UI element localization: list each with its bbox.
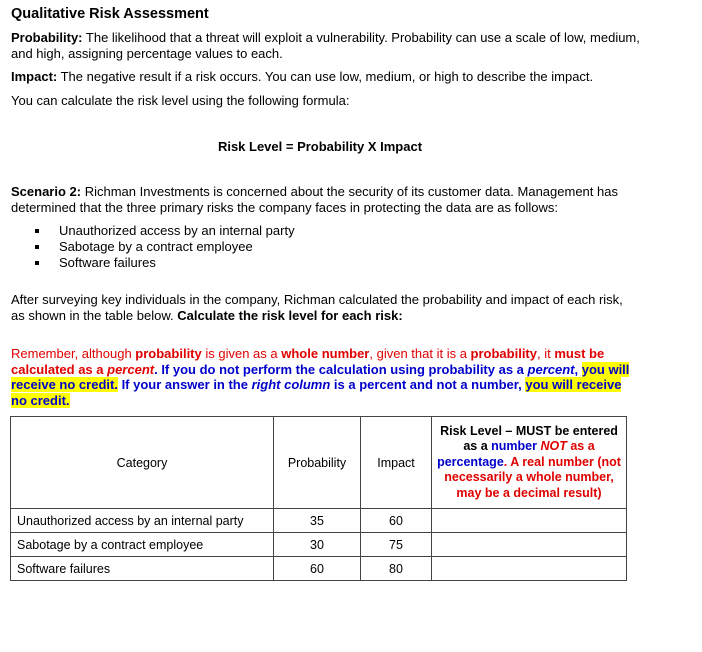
table-header-row xyxy=(11,417,627,509)
table-row xyxy=(11,557,627,581)
probability-cell: 35 xyxy=(274,509,361,533)
table-row xyxy=(11,533,627,557)
page-title: Qualitative Risk Assessment xyxy=(11,6,209,22)
probability-text: The likelihood that a threat will exploit a vulnerability. Probability can use a scale of low, medium, and high, assigning percentage values to each. xyxy=(11,30,640,61)
impact-text: The negative result if a risk occurs. You can use low, medium, or high to describe the impact. xyxy=(57,69,594,84)
list-item: Unauthorized access by an internal party xyxy=(32,223,295,239)
survey-paragraph xyxy=(11,292,626,324)
probability-cell: 60 xyxy=(274,557,361,581)
category-cell: Unauthorized access by an internal party xyxy=(11,509,274,533)
table-row xyxy=(11,509,627,533)
probability-header: Probability xyxy=(274,417,361,509)
category-cell: Software failures xyxy=(11,557,274,581)
survey-text: After surveying key individuals in the company, Richman calculated the probability and impact of each risk, as shown in the table below. xyxy=(11,292,623,323)
impact-definition xyxy=(11,69,651,85)
impact-cell: 80 xyxy=(361,557,432,581)
risk-list xyxy=(32,223,295,271)
impact-header: Impact xyxy=(361,417,432,509)
probability-label: Probability: xyxy=(11,30,83,45)
scenario-label: Scenario 2: xyxy=(11,184,82,199)
impact-cell: 75 xyxy=(361,533,432,557)
list-item: Software failures xyxy=(32,255,295,271)
risk-table xyxy=(10,416,627,581)
category-cell: Sabotage by a contract employee xyxy=(11,533,274,557)
risk-level-cell[interactable] xyxy=(432,533,627,557)
no-credit-highlight: you will receive no credit. xyxy=(11,361,630,392)
risk-level-cell[interactable] xyxy=(432,509,627,533)
risk-formula: Risk Level = Probability X Impact xyxy=(217,139,423,154)
no-credit-highlight: you will receive no credit. xyxy=(11,377,622,408)
impact-label: Impact: xyxy=(11,69,58,84)
scenario-text: Richman Investments is concerned about the security of its customer data. Management has determined that the three primary risks the company faces in protecting the data are as follows: xyxy=(11,184,618,215)
scenario-paragraph xyxy=(11,184,651,216)
category-header: Category xyxy=(11,417,274,509)
probability-definition xyxy=(11,30,651,62)
list-item: Sabotage by a contract employee xyxy=(32,239,295,255)
warning-note: Remember, although probability is given as a whole number, given that it is a probability, it must be calculated as a percent. If you do not perform the calculation using probability as a percent, you will receive no credit. If your answer in the right column is a percent and not a number, you will receive no credit. xyxy=(11,346,630,408)
probability-cell: 30 xyxy=(274,533,361,557)
survey-instruction: Calculate the risk level for each risk: xyxy=(177,308,403,323)
risk-level-cell[interactable] xyxy=(432,557,627,581)
risk-level-header: Risk Level – MUST be entered as a number NOT as a percentage. A real number (not necessarily a whole number, may be a decimal result) xyxy=(432,417,627,509)
formula-intro: You can calculate the risk level using the following formula: xyxy=(11,93,350,108)
impact-cell: 60 xyxy=(361,509,432,533)
